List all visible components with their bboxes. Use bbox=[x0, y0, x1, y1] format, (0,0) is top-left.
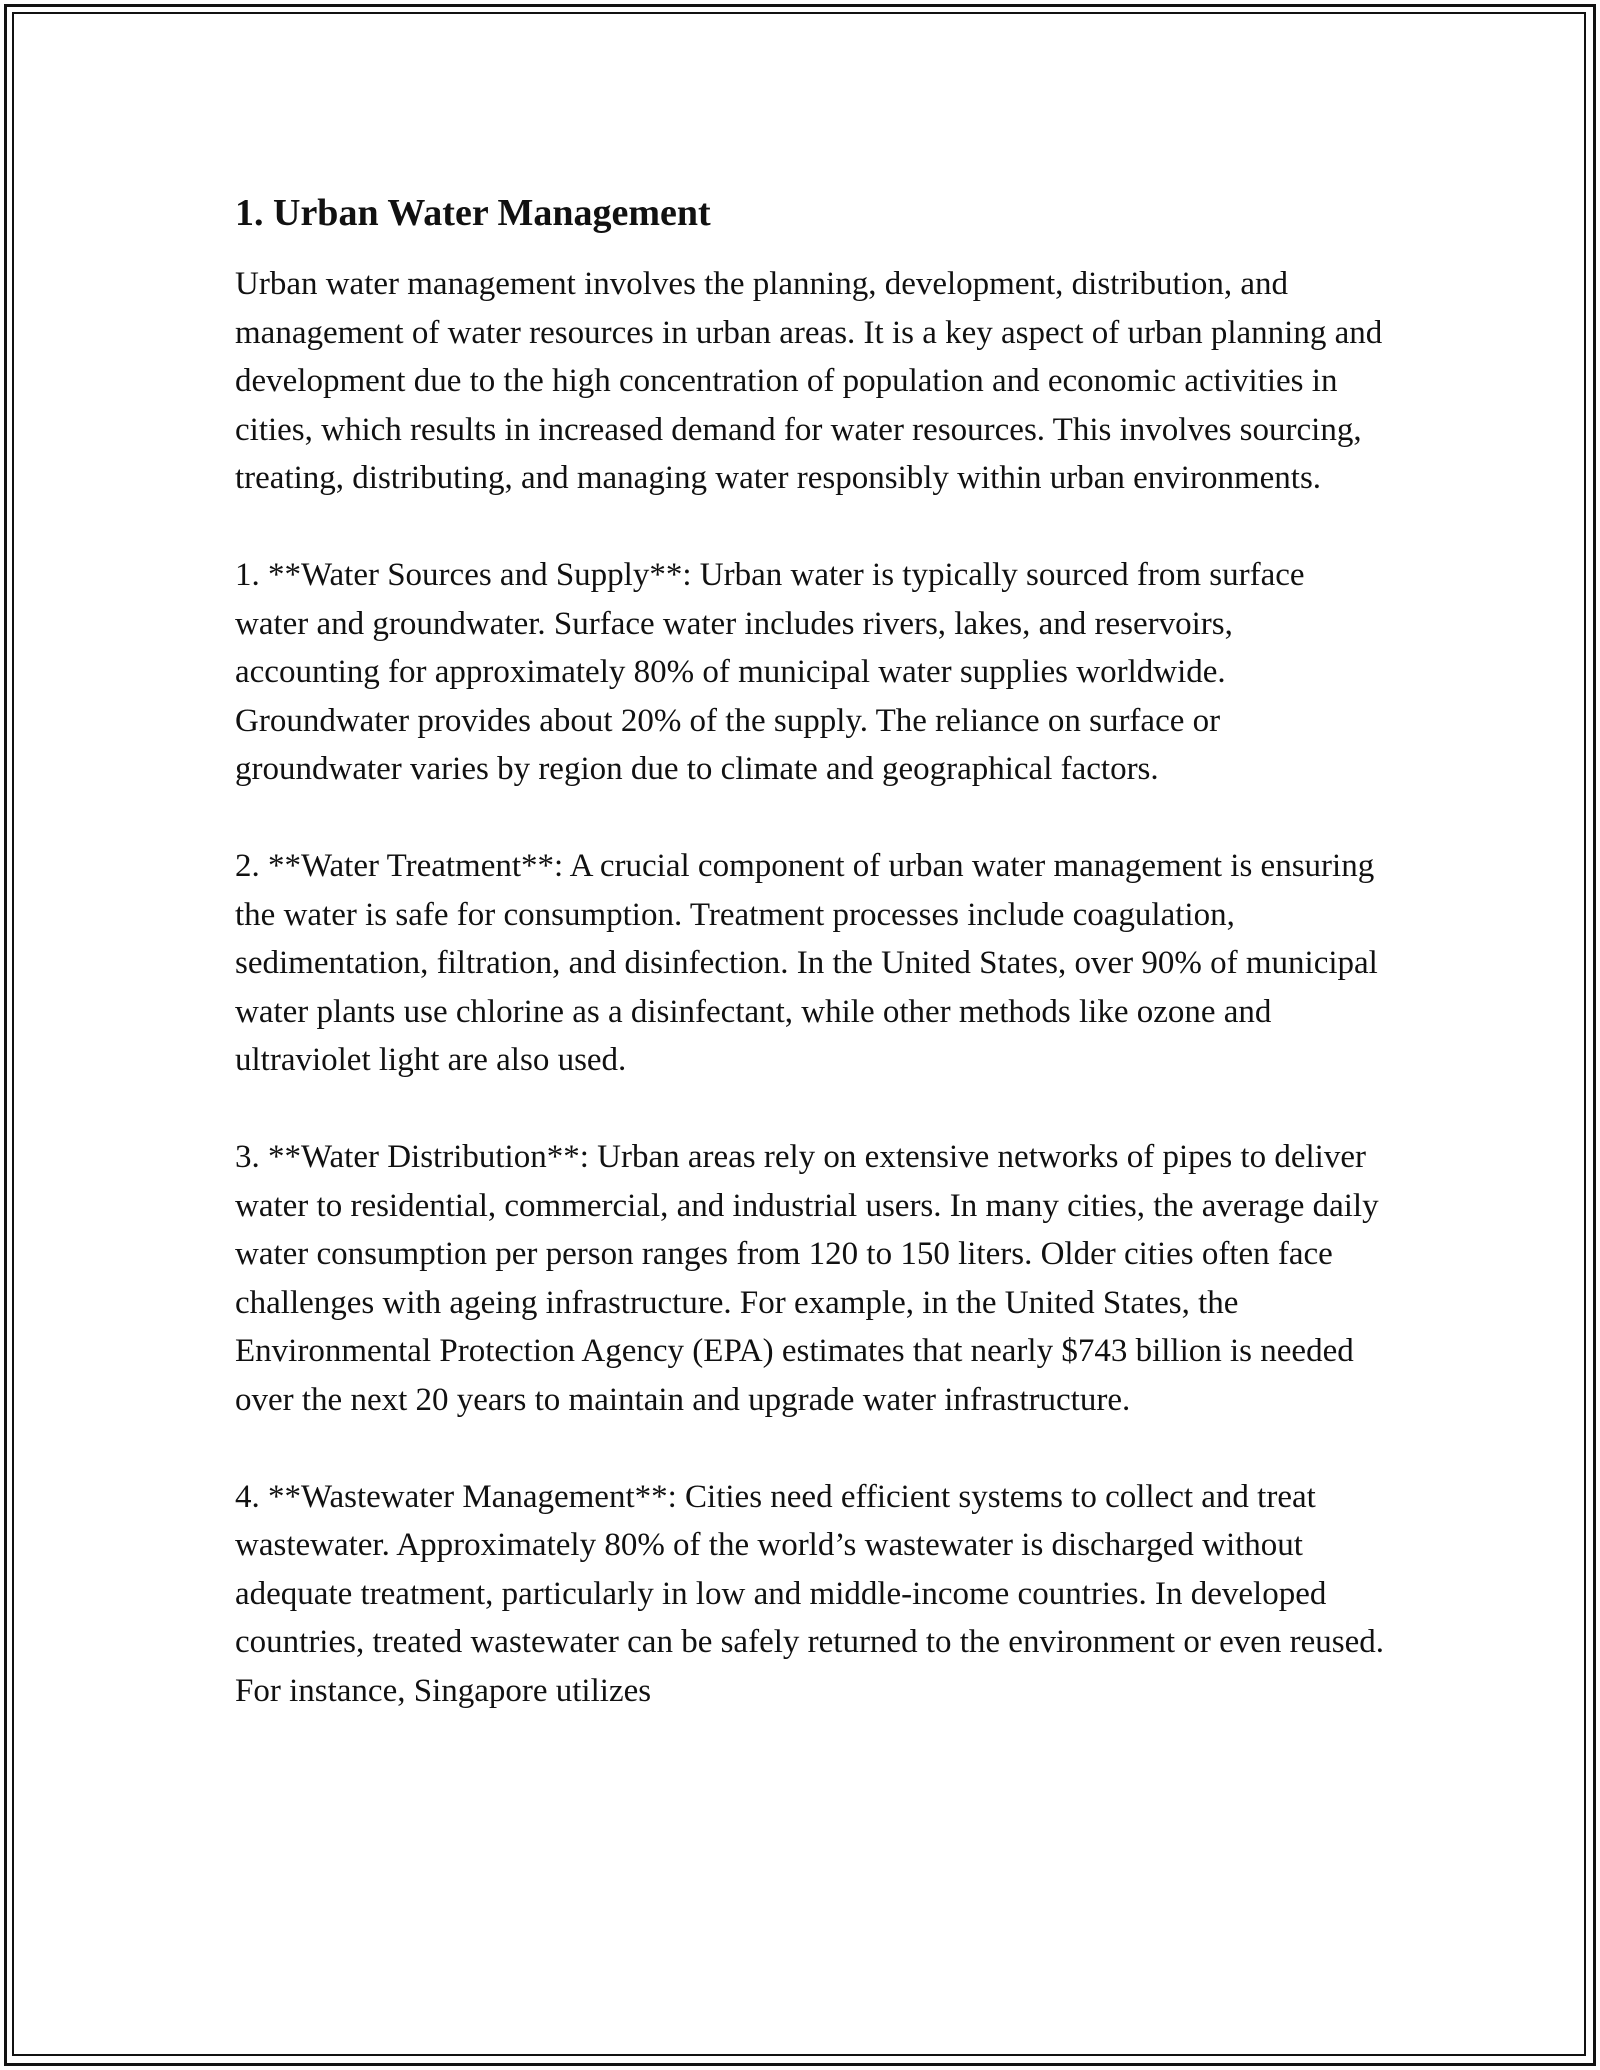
water-treatment-paragraph: 2. **Water Treatment**: A crucial component of urban water management is ensuring the water is safe for consumption. Treatment processes include coagulation, sedimentation, filtration, and disinfection. In the United States, over 90% of municipal water plants use chlorine as a disinfectant, while other methods like ozone and ultraviolet light are also used. bbox=[235, 848, 1378, 1078]
document-body bbox=[235, 186, 1385, 1715]
wastewater-management-paragraph: 4. **Wastewater Management**: Cities need efficient systems to collect and treat wastewater. Approximately 80% of the world’s wastewater is discharged without adequate treatment, particularly in low and middle-income countries. In developed countries, treated wastewater can be safely returned to the environment or even reused. For instance, Singapore utilizes bbox=[235, 1478, 1385, 1709]
section-heading: 1. Urban Water Management bbox=[235, 192, 711, 234]
water-distribution-paragraph: 3. **Water Distribution**: Urban areas rely on extensive networks of pipes to deliver water to residential, commercial, and industrial users. In many cities, the average daily water consumption per person ranges from 120 to 150 liters. Older cities often face challenges with ageing infrastructure. For example, in the United States, the Environmental Protection Agency (EPA) estimates that nearly $743 billion is needed over the next 20 years to maintain and upgrade water infrastructure. bbox=[235, 1139, 1379, 1418]
water-sources-paragraph: 1. **Water Sources and Supply**: Urban water is typically sourced from surface water and groundwater. Surface water includes rivers, lakes, and reservoirs, accounting for approximately 80% of municipal water supplies worldwide. Groundwater provides about 20% of the supply. The reliance on surface or groundwater varies by region due to climate and geographical factors. bbox=[235, 557, 1305, 787]
intro-paragraph: Urban water management involves the planning, development, distribution, and management of water resources in urban areas. It is a key aspect of urban planning and development due to the high concentration of population and economic activities in cities, which results in increased demand for water resources. This involves sourcing, treating, distributing, and managing water responsibly within urban environments. bbox=[235, 266, 1383, 496]
